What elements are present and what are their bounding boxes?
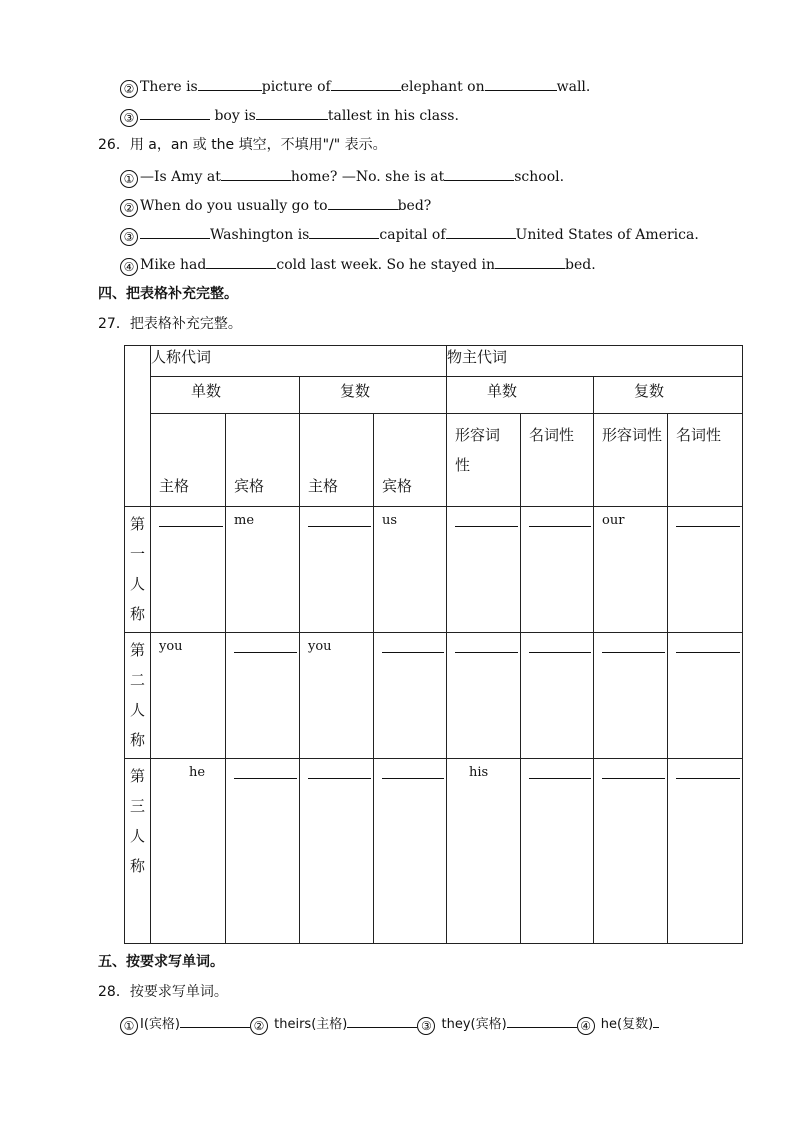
table-cell[interactable] [594,759,668,944]
circled-number: ③ [120,109,138,127]
circled-number: ② [120,199,138,217]
q26-item-4: ④ Mike had cold last week. So he stayed in bed. [120,254,596,276]
table-cell[interactable] [668,759,743,944]
blank [602,652,665,653]
header-nominal: 名词性 [668,414,743,507]
table-cell[interactable] [151,507,226,633]
table-cell[interactable] [668,507,743,633]
header-plural: 复数 [594,377,743,414]
table-cell: he [151,759,226,944]
blank [676,526,740,527]
header-personal-pronoun: 人称代词 [151,346,447,377]
blank[interactable] [309,224,379,239]
table-cell[interactable] [521,759,594,944]
blank [308,778,371,779]
circled-number: ② [120,80,138,98]
row-label-third-person: 第 三 人 称 [125,759,151,944]
table-cell[interactable] [374,759,447,944]
blank [676,652,740,653]
header-nominal: 名词性 [521,414,594,507]
blank[interactable] [331,76,401,91]
blank [234,652,297,653]
pronoun-table [124,345,743,944]
blank[interactable] [653,1013,659,1028]
blank [308,526,371,527]
circled-number: ④ [577,1017,595,1035]
blank[interactable] [198,76,262,91]
q28-title: 28．按要求写单词。 [98,984,228,1000]
q26-title: 26．用 a，an 或 the 填空，不填用"/" 表示。 [98,137,387,153]
header-singular: 单数 [447,377,594,414]
blank[interactable] [446,224,516,239]
header-subject: 主格 [300,414,374,507]
section-4-heading: 四、把表格补充完整。 [98,286,238,302]
table-cell[interactable] [521,507,594,633]
q25-item-2: ② There is picture of elephant on wall. [120,76,590,98]
blank[interactable] [140,224,210,239]
table-cell: you [151,633,226,759]
blank[interactable] [328,195,398,210]
q26-item-1: ① —Is Amy at home? —No. she is at school. [120,166,564,188]
q26-item-2: ② When do you usually go to bed? [120,195,431,217]
blank[interactable] [206,254,276,269]
blank[interactable] [180,1013,250,1028]
table-cell: us [374,507,447,633]
table-cell: his [447,759,521,944]
blank [529,778,591,779]
header-subject: 主格 [151,414,226,507]
q28-items: ① I(宾格) ② theirs(主格) ③ they(宾格) ④ he(复数) [120,1013,659,1035]
row-label-first-person: 第 一 人 称 [125,507,151,633]
blank [455,526,518,527]
header-object: 宾格 [226,414,300,507]
blank[interactable] [347,1013,417,1028]
blank [455,652,518,653]
circled-number: ② [250,1017,268,1035]
header-object: 宾格 [374,414,447,507]
table-cell[interactable] [594,633,668,759]
corner-cell [125,346,151,507]
blank [382,652,444,653]
table-cell[interactable] [226,633,300,759]
header-plural: 复数 [300,377,447,414]
circled-number: ③ [417,1017,435,1035]
table-cell[interactable] [226,759,300,944]
q27-title: 27．把表格补充完整。 [98,316,242,332]
table-cell[interactable] [668,633,743,759]
blank [529,526,591,527]
table-cell[interactable] [300,507,374,633]
table-cell[interactable] [300,759,374,944]
table-cell[interactable] [447,507,521,633]
header-adjectival: 形容词 性 [447,414,521,507]
circled-number: ③ [120,228,138,246]
blank[interactable] [221,166,291,181]
row-label-second-person: 第 二 人 称 [125,633,151,759]
header-adjectival: 形容词性 [594,414,668,507]
table-cell: you [300,633,374,759]
circled-number: ④ [120,258,138,276]
blank[interactable] [495,254,565,269]
q26-item-3: ③ Washington is capital of United States of America. [120,224,699,246]
table-cell: me [226,507,300,633]
blank [676,778,740,779]
header-singular: 单数 [151,377,300,414]
blank[interactable] [507,1013,577,1028]
circled-number: ① [120,1017,138,1035]
table-cell: our [594,507,668,633]
blank[interactable] [256,105,328,120]
blank [529,652,591,653]
table-cell[interactable] [374,633,447,759]
table-cell[interactable] [447,633,521,759]
section-5-heading: 五、按要求写单词。 [98,954,224,970]
circled-number: ① [120,170,138,188]
blank[interactable] [140,105,210,120]
blank[interactable] [485,76,557,91]
header-possessive-pronoun: 物主代词 [447,346,743,377]
blank [159,526,223,527]
blank[interactable] [444,166,514,181]
blank [382,778,444,779]
table-cell[interactable] [521,633,594,759]
blank [234,778,297,779]
q25-item-3: ③ boy is tallest in his class. [120,105,459,127]
blank [602,778,665,779]
